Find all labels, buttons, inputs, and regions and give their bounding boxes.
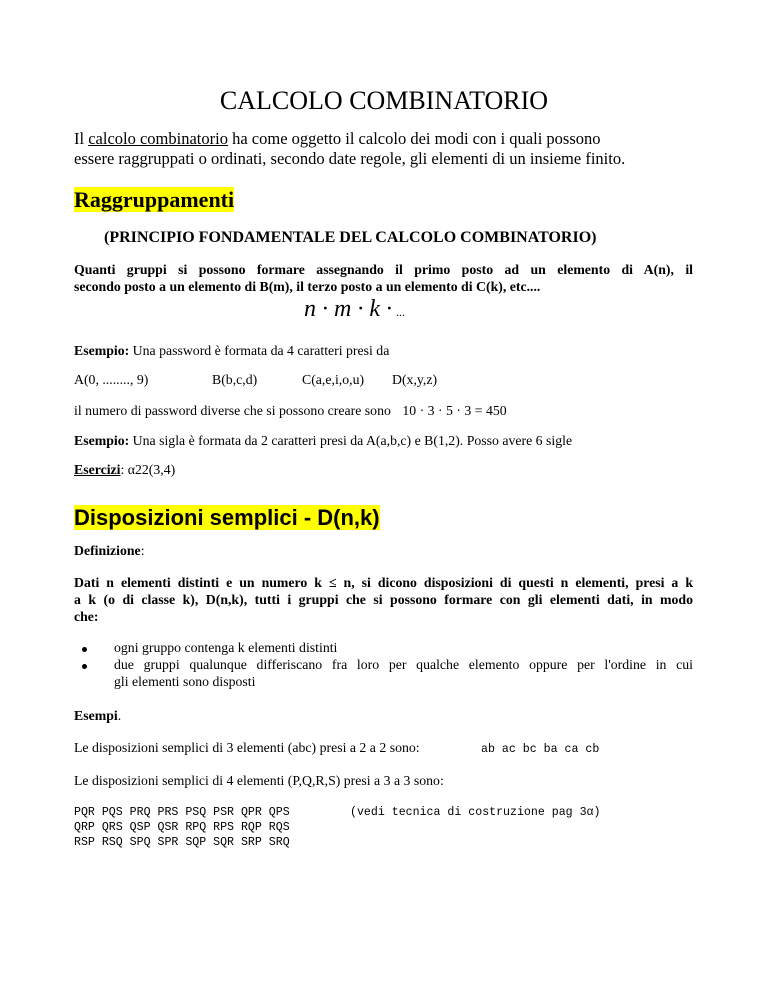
disposizioni-heading: Disposizioni semplici - D(n,k) bbox=[74, 505, 380, 530]
definition-label-line bbox=[74, 543, 145, 559]
example2-text: Una sigla è formata da 2 caratteri presi da A(a,b,c) e B(1,2). Posso avere 6 sigle bbox=[129, 433, 573, 448]
example-password bbox=[74, 343, 389, 359]
set-d: D(x,y,z) bbox=[392, 372, 438, 387]
exercises-line bbox=[74, 462, 175, 478]
bullet-item-2: due gruppi qualunque differiscano fra loro per qualche elemento oppure per l'ordine in cui bbox=[114, 657, 693, 672]
fundamental-formula bbox=[304, 296, 405, 323]
permutation-row-2: QRP QRS QSP QSR RPQ RPS RQP RQS bbox=[74, 821, 290, 834]
examples-label: Esempi bbox=[74, 708, 118, 723]
password-formula: 10 · 3 · 5 · 3 = 450 bbox=[402, 403, 507, 418]
set-c: C(a,e,i,o,u) bbox=[302, 372, 365, 387]
definition-label: Definizione bbox=[74, 543, 141, 558]
section-heading-disposizioni bbox=[74, 505, 380, 531]
exercises-label[interactable]: Esercizi bbox=[74, 462, 121, 477]
example-sigla bbox=[74, 433, 572, 449]
set-b: B(b,c,d) bbox=[212, 372, 258, 387]
example-text: Una password è formata da 4 caratteri presi da bbox=[129, 343, 390, 358]
bullet-dot bbox=[82, 647, 87, 652]
exercises-text: : α22(3,4) bbox=[120, 462, 176, 477]
question-line-2: secondo posto a un elemento di B(m), il terzo posto a un elemento di C(k), etc.... bbox=[74, 279, 541, 294]
question-line-1: Quanti gruppi si possono formare assegnando il primo posto ad un elemento di A(n), il bbox=[74, 262, 693, 277]
definition-line-2: a k (o di classe k), D(n,k), tutti i gruppi che si possono formare con gli elementi dati, in modo bbox=[74, 592, 693, 607]
intro-prefix: Il bbox=[74, 129, 89, 148]
example-abc-text: Le disposizioni semplici di 3 elementi (abc) presi a 2 a 2 sono: bbox=[74, 740, 420, 755]
bullet-dot bbox=[82, 664, 87, 669]
bullet-item-1: ogni gruppo contenga k elementi distinti bbox=[114, 640, 338, 655]
permutation-row-1: PQR PQS PRQ PRS PSQ PSR QPR QPS bbox=[74, 806, 290, 819]
section-heading-raggruppamenti bbox=[74, 187, 234, 213]
set-a: A(0, ........, 9) bbox=[74, 372, 149, 387]
permutation-row-3: RSP RSQ SPQ SPR SQP SQR SRP SRQ bbox=[74, 836, 290, 849]
formula-main: n · m · k · bbox=[304, 296, 392, 322]
example-label: Esempio: bbox=[74, 343, 130, 358]
intro-suffix: ha come oggetto il calcolo dei modi con i quali possono bbox=[227, 129, 601, 148]
principle-subheading: (PRINCIPIO FONDAMENTALE DEL CALCOLO COMBINATORIO) bbox=[104, 229, 597, 246]
definition-line-1: Dati n elementi distinti e un numero k ≤ n, si dicono disposizioni di questi n elementi, presi a k bbox=[74, 575, 693, 590]
example-pqrs-text: Le disposizioni semplici di 4 elementi (P,Q,R,S) presi a 3 a 3 sono: bbox=[74, 773, 444, 788]
formula-dots: ... bbox=[395, 305, 405, 319]
definition-line-3: che: bbox=[74, 609, 99, 624]
password-count-text: il numero di password diverse che si possono creare sono bbox=[74, 403, 391, 418]
password-count bbox=[74, 403, 507, 419]
intro-line-2: essere raggruppati o ordinati, secondo date regole, gli elementi di un insieme finito. bbox=[74, 149, 626, 168]
example-abc-list: ab ac bc ba ca cb bbox=[481, 743, 600, 756]
intro-line-1 bbox=[74, 128, 601, 149]
example2-label: Esempio: bbox=[74, 433, 130, 448]
bullet-item-2-continued: gli elementi sono disposti bbox=[114, 674, 256, 689]
page-title: CALCOLO COMBINATORIO bbox=[219, 86, 549, 115]
definition-colon: : bbox=[140, 543, 145, 558]
construction-note: (vedi tecnica di costruzione pag 3α) bbox=[350, 806, 601, 819]
raggruppamenti-heading: Raggruppamenti bbox=[74, 187, 235, 212]
examples-label-line bbox=[74, 708, 121, 724]
calcolo-combinatorio-link[interactable]: calcolo combinatorio bbox=[88, 129, 228, 148]
examples-dot: . bbox=[117, 708, 122, 723]
